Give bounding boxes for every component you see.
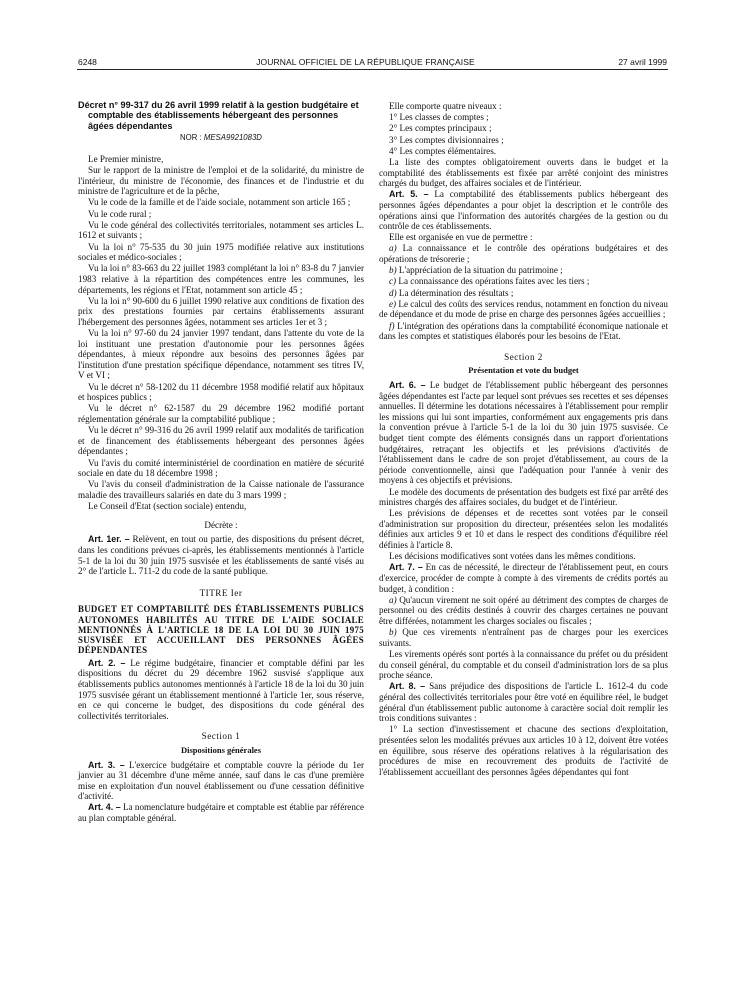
article-label: Art. 8. – [389,681,426,692]
article-text: La nomenclature budgétaire et comptable est établie par référence au plan comptable général. [78,802,365,824]
article-label: Art. 5. – [389,189,429,200]
right-column [379,101,668,778]
article-text: Le régime budgétaire, financier et comptable défini par les dispositions du décret du 29 décembre 1962 susvisé s'applique aux établissements publics autonomes mentionnés à l'article 18 de la loi du 30 juin 1975 susvisée gérant un établissement mentionné à l'article 1er, sous réserve, en ce qui concerne le budget, des dispositions du code général des collectivités territoriales. [78,657,364,721]
paragraph: Vu le code de la famille et de l'aide sociale, notamment son article 165 ; [88,197,351,208]
titre-heading: TITRE Ier [199,587,243,598]
item-letter: f) [389,320,395,331]
paragraph: Vu la loi n° 75-535 du 30 juin 1975 modifiée relative aux institutions sociales et médico-sociales ; [78,241,364,263]
paragraph: Elle est organisée en vue de permettre : [389,232,533,243]
article-5 [379,189,668,231]
paragraph: Vu la loi n° 90-600 du 6 juillet 1990 relative aux conditions de fixation des prix des prestations fournies par certains établissements assurant l'hébergement des personnes âgées, notamment ses articles 1er et 3 ; [78,295,364,327]
decrete-heading: Décrète : [204,519,238,530]
header-rule [77,69,668,70]
paragraph: Vu le code rural ; [88,208,152,219]
article-text: La comptabilité des établissements publics hébergeant des personnes âgées dépendantes a pour objet la description et le contrôle des opérations ainsi que l'information des autorités chargées de la gestion ou du contrôle de ces établissements. [379,189,668,232]
section-title: Dispositions générales [180,744,262,755]
article-text: Relèvent, en tout ou partie, des dispositions du présent décret, dans les conditions prévues ci-après, les établissements mentionnés à l'article 5-1 de la loi du 30 juin 1975 susvisée et les établissements de santé visés au 2° de l'article L. 711-2 du code de la santé publique. [78,534,364,577]
item-text: Le calcul des coûts des services rendus, notamment en fonction du niveau de dépendance et du mode de prise en charge des personnes âgées accueillies ; [379,298,668,320]
article-3 [78,760,364,802]
article-text: Le budget de l'établissement public hébergeant des personnes âgées dépendantes est l'acte par lequel sont prévues ses recettes et ses dépenses annuelles. Il détermine les dotations nécessaires à l'établissement pour remplir les missions qui lui sont imparties, conformément aux engagements pris dans la convention prévue à l'article 5-1 de la loi du 30 juin 1975 susvisée. Ce budget tient compte des éléments consignés dans un rapport d'orientations budgétaires, retraçant les objectifs et les prévisions d'activités de l'établissement dans le cadre de son projet d'établissement, au cours de la période conventionnelle, ainsi que l'adéquation pour l'année à venir des moyens à ces objectifs et prévisions. [379,379,668,486]
item-letter: e) [389,298,397,309]
article-label: Art. 6. – [389,379,426,390]
paragraph: Le Conseil d'Etat (section sociale) entendu, [88,501,247,512]
article-8 [379,681,668,723]
item-letter: a) [389,594,397,605]
list-item [379,627,668,648]
paragraph: Les prévisions de dépenses et de recettes sont votées par le conseil d'administration sur proposition du directeur, présentées selon les modalités définies aux articles 9 et 10 et dans le respect des conditions d'équilibre réel définies à l'article 8. [379,508,668,551]
article-text: Sans préjudice des dispositions de l'article L. 1612-4 du code général des collectivités territoriales pour être voté en équilibre réel, le budget général d'un établissement public autonome à caractère social doit remplir les trois conditions suivantes : [379,681,668,724]
paragraph: Vu le code général des collectivités territoriales, notamment ses articles L. 1612 et suivants ; [78,219,364,241]
article-7 [379,562,668,594]
paragraph: Vu le décret n° 58-1202 du 11 décembre 1958 modifié relatif aux hôpitaux et hospices publics ; [78,381,364,403]
item-letter: d) [389,287,397,298]
paragraph: Le modèle des documents de présentation des budgets est fixé par arrêté des ministres chargés des affaires sociales, du budget et de l'intérieur. [379,486,668,508]
paragraph: Sur le rapport de la ministre de l'emploi et de la solidarité, du ministre de l'intérieur, du ministre de l'économie, des finances et de l'industrie et du ministre de l'agriculture et de la pêche, [78,165,364,197]
article-text: En cas de nécessité, le directeur de l'établissement peut, en cours d'exercice, procéder de compte à compte à des virements de crédits portés au budget, à condition : [379,562,669,594]
list-item: 1° Les classes de comptes ; [389,112,489,123]
section-heading: Section 1 [201,731,241,742]
decree-title: Décret n° 99-317 du 26 avril 1999 relatif à la gestion budgétaire et comptable des établissements hébergeant des personnes âgées dépendantes [78,100,359,131]
list-item [379,595,668,627]
article-label: Art. 7. – [389,562,423,573]
article-2 [78,658,364,722]
publication-date: 27 avril 1999 [618,57,667,67]
paragraph: Les décisions modificatives sont votées dans les mêmes conditions. [389,551,636,562]
list-item [379,265,668,276]
article-1 [78,534,364,576]
list-item [379,243,668,264]
article-label: Art. 1er. – [88,534,130,545]
list-item [379,299,668,320]
list-item [379,276,668,287]
nor-reference [78,133,364,144]
article-label: Art. 4. – [88,802,121,813]
titre-title: BUDGET ET COMPTABILITÉ DES ÉTABLISSEMENTS PUBLICS AUTONOMES HABILITÉS AU TITRE DE L'AIDE SOCIALE MENTIONNÉS À L'ARTICLE 18 DE LA LOI DU 30 JUIN 1975 SUSVISÉE ET ACCUEILLANT DES PERSONNES ÂGÉES DÉPENDANTES [78,604,364,656]
item-letter: c) [389,276,397,287]
paragraph: La liste des comptes obligatoirement ouverts dans le budget et la comptabilité des établissements est fixée par arrêté conjoint des ministres chargés du budget, des affaires sociales et de l'intérieur. [379,156,668,189]
page-header [0,0,731,70]
item-text: Qu'aucun virement ne soit opéré au détriment des comptes de charges de personnel ou des crédits destinés à couvrir des charges certaines ne pouvant être différées, notamment les charges sociales ou fiscales ; [379,594,668,626]
article-6 [379,380,668,486]
paragraph: Vu le décret n° 99-316 du 26 avril 1999 relatif aux modalités de tarification et de financement des établissements hébergeant des personnes âgées dépendantes ; [78,425,364,457]
paragraph: Elle comporte quatre niveaux : [389,101,502,111]
section-title: Présentation et vote du budget [468,365,579,376]
paragraph: Vu la loi n° 83-663 du 22 juillet 1983 complétant la loi n° 83-8 du 7 janvier 1983 relative à la répartition des compétences entre les communes, les départements, les régions et l'Etat, notamment son article 45 ; [78,263,364,295]
nor-label: NOR : [180,133,204,143]
item-letter: b) [389,265,397,276]
list-item [379,288,668,299]
paragraph: Vu l'avis du comité interministériel de coordination en matière de sécurité sociale en date du 18 décembre 1998 ; [78,457,364,479]
list-item: 2° Les comptes principaux ; [389,123,492,134]
article-4 [78,802,364,823]
item-text: L'intégration des opérations dans la comptabilité économique nationale et dans les comptes et statistiques élaborés pour les besoins de l'Etat. [379,320,668,342]
section-heading: Section 2 [504,351,543,362]
item-letter: b) [389,627,397,638]
item-text: La connaissance des opérations faites avec les tiers ; [396,276,590,287]
paragraph: Vu la loi n° 97-60 du 24 janvier 1997 tendant, dans l'attente du vote de la loi instituant une prestation d'autonomie pour les personnes âgées dépendantes, à mieux répondre aux besoins des personnes âgées par l'institution d'une prestation spécifique dépendance, notamment ses titres IV, V et VI ; [78,328,364,381]
item-text: Que ces virements n'entraînent pas de charges pour les exercices suivants. [379,627,668,648]
paragraph: 1° La section d'investissement et chacune des sections d'exploitation, présentées selon les modalités prévues aux articles 10 à 12, doivent être votées en équilibre, sous réserve des opérations relatives à la régularisation des procédures de mise en recouvrement des produits de l'activité de l'établissement accueillant des personnes âgées dépendantes qui font [379,724,668,777]
paragraph: Le Premier ministre, [88,153,164,164]
paragraph: Les virements opérés sont portés à la connaissance du préfet ou du président du conseil général, du comptable et du conseil d'administration lors de sa plus proche séance. [379,648,668,681]
page-number: 6248 [78,57,97,67]
item-text: La détermination des résultats ; [396,287,514,298]
list-item [379,321,668,342]
paragraph: Vu l'avis du conseil d'administration de la Caisse nationale de l'assurance maladie des travailleurs salariés en date du 3 mars 1999 ; [78,479,364,500]
article-label: Art. 2. – [88,657,126,668]
journal-title: JOURNAL OFFICIEL DE LA RÉPUBLIQUE FRANÇAISE [256,57,475,67]
article-text: L'exercice budgétaire et comptable couvre la période du 1er janvier au 31 décembre d'une même année, sauf dans le cas d'une première mise en exploitation d'un nouvel établissement ou d'une cessation définitive d'activité. [78,759,364,802]
paragraph: Vu le décret n° 62-1587 du 29 décembre 1962 modifié portant réglementation générale sur la comptabilité publique ; [78,403,364,424]
item-letter: a) [389,243,397,254]
nor-code: MESA9921083D [203,133,262,143]
item-text: La connaissance et le contrôle des opérations budgétaires et des opérations de trésorerie ; [379,243,668,265]
item-text: L'appréciation de la situation du patrimoine ; [396,265,563,276]
article-label: Art. 3. – [88,759,125,770]
left-column [78,100,364,824]
list-item: 4° Les comptes élémentaires. [389,145,497,156]
list-item: 3° Les comptes divisionnaires ; [389,134,504,145]
